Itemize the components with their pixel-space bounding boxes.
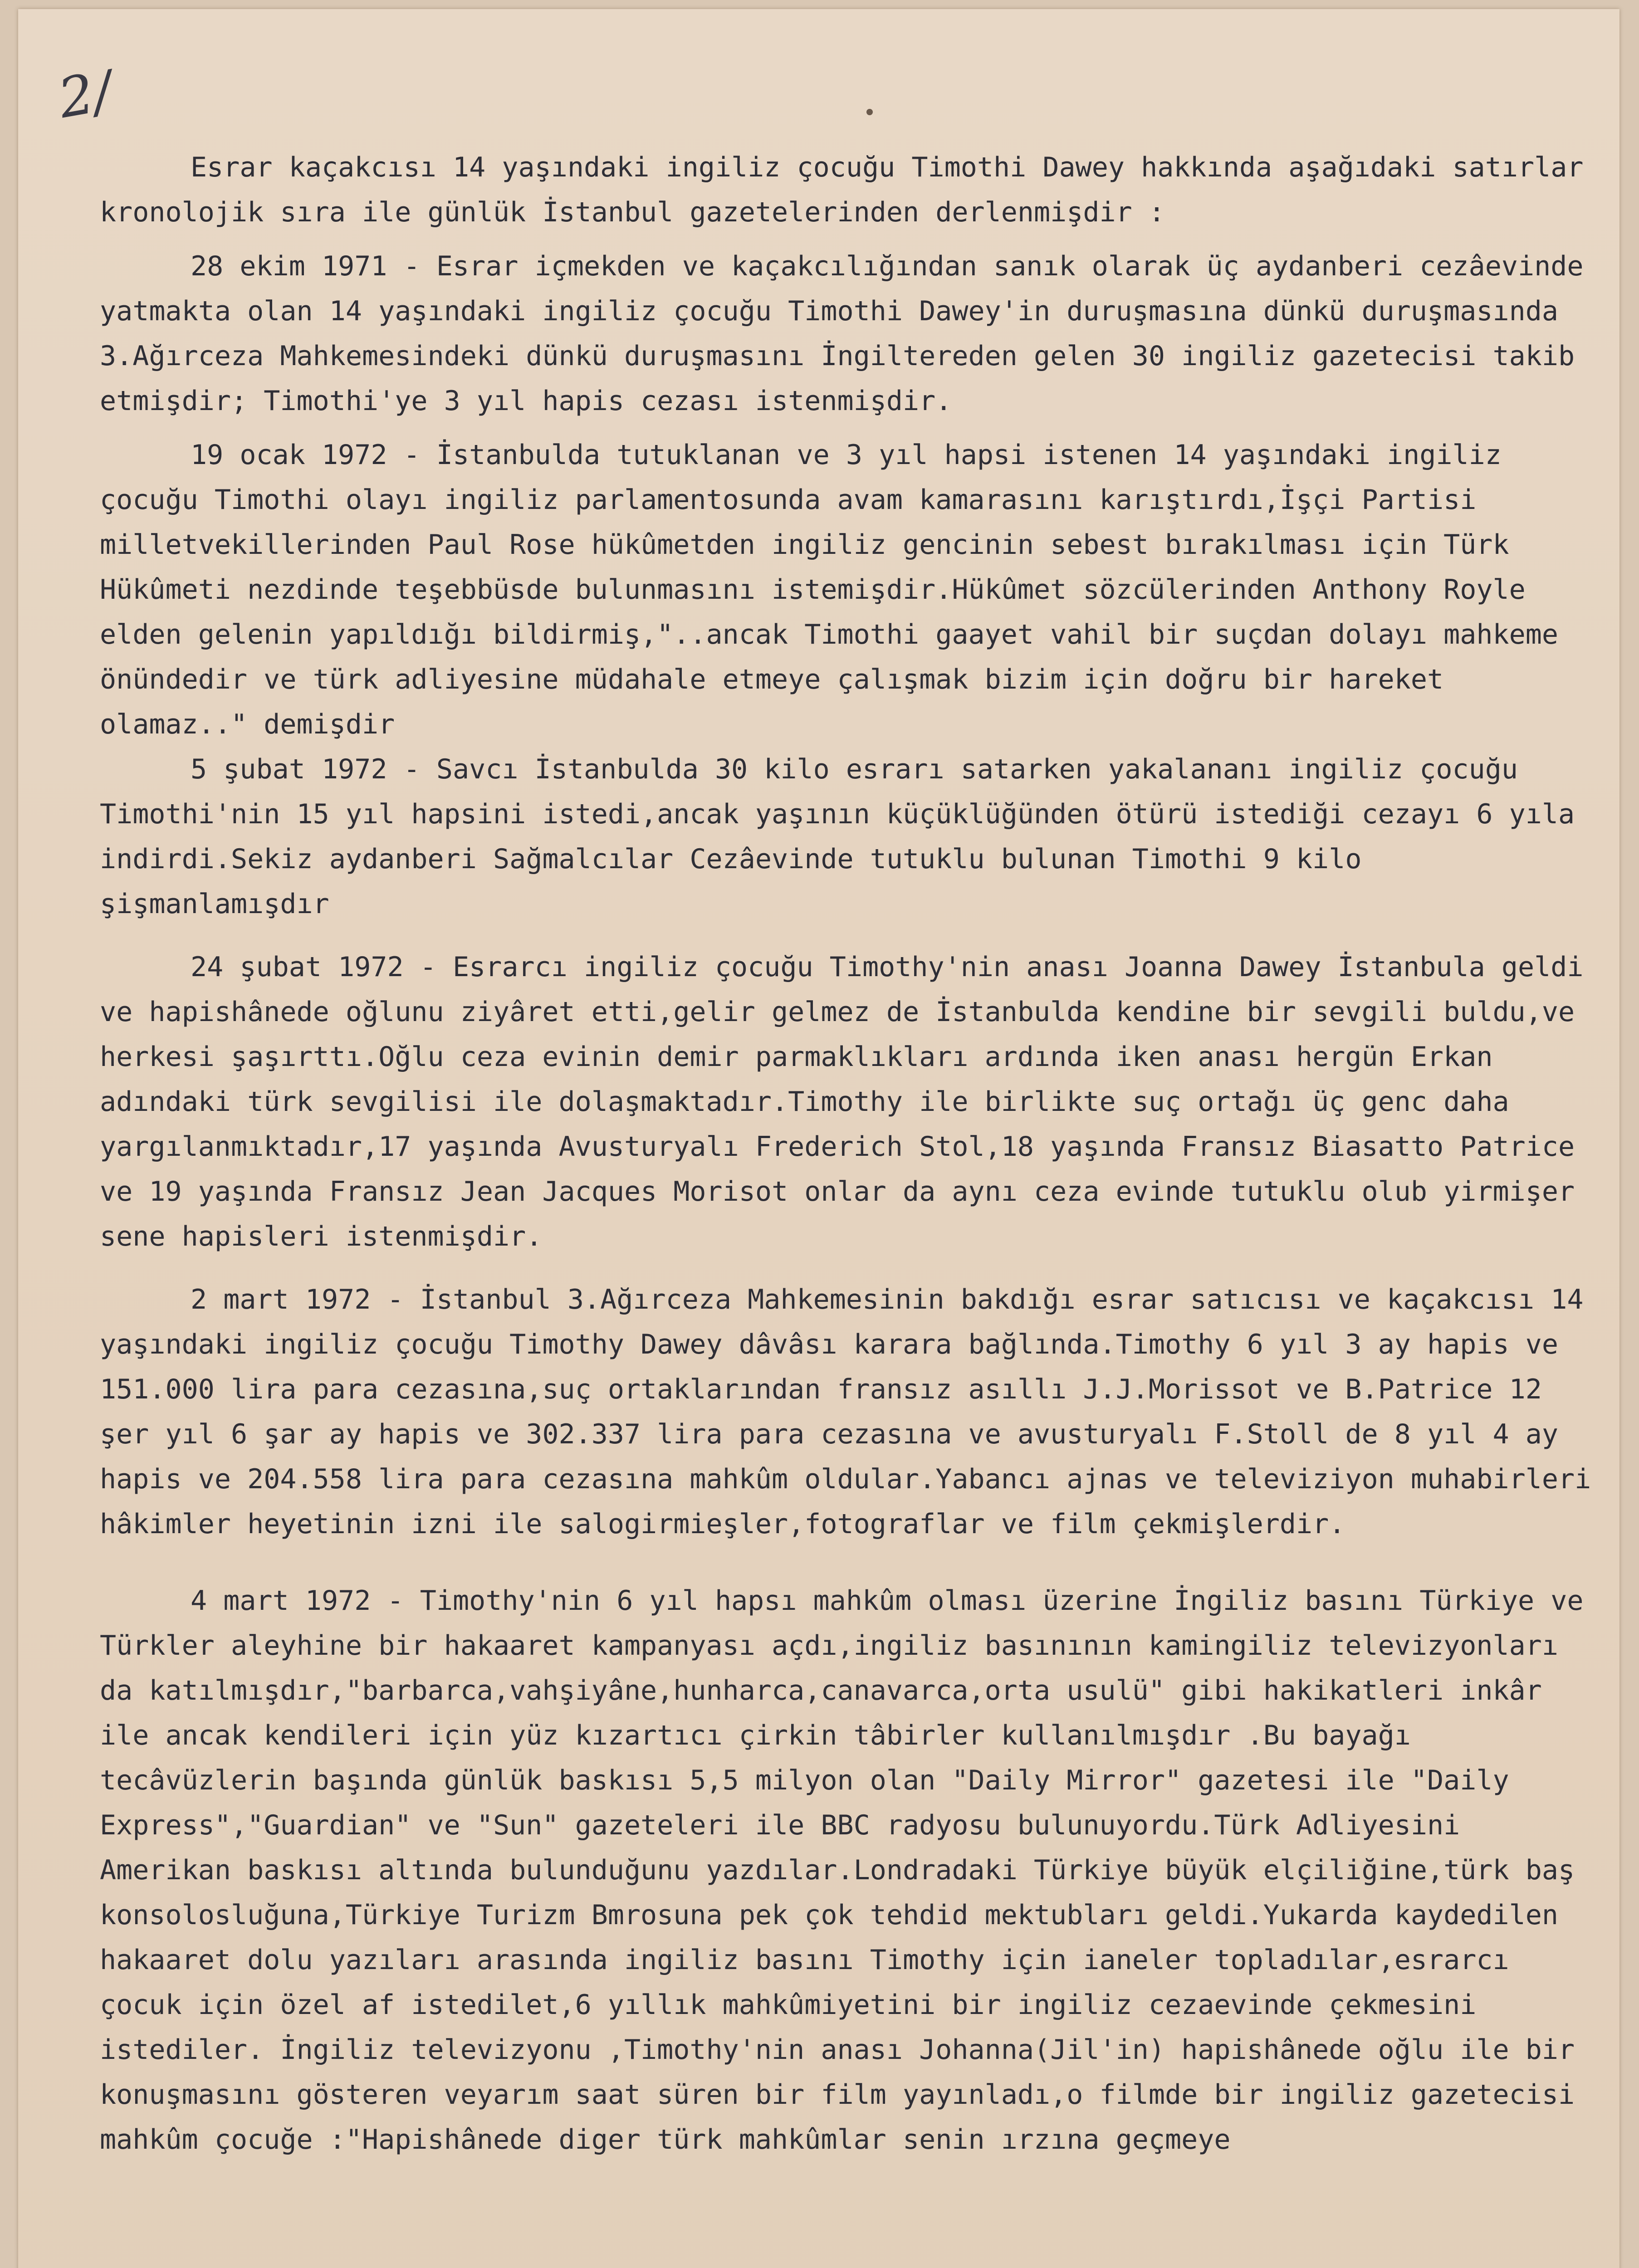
document-body xyxy=(100,145,1597,2162)
typewritten-page xyxy=(18,9,1619,2268)
entry-1972-02-05: 5 şubat 1972 - Savcı İstanbulda 30 kilo esrarı satarken yakalananı ingiliz çocuğu Timothi'nin 15 yıl hapsini istedi,ancak yaşının küçüklüğünden ötürü istediği cezayı 6 yıla indirdi.Sekiz aydanberi Sağmalcılar Cezâevinde tutuklu bulunan Timothi 9 kilo şişmanlamışdır xyxy=(100,753,1575,920)
page-number: 2/ xyxy=(54,59,117,131)
entry-1971-10-28: 28 ekim 1971 - Esrar içmekden ve kaçakcılığından sanık olarak üç aydanberi cezâevinde yatmakta olan 14 yaşındaki ingiliz çocuğu Timothi Dawey'in duruşmasına dünkü duruşmasında 3.Ağırceza Mahkemesindeki dünkü duruşmasını İngiltereden gelen 30 ingiliz gazetecisi takib etmişdir; Timothi'ye 3 yıl hapis cezası istenmişdir. xyxy=(100,250,1584,417)
ink-dot xyxy=(866,109,873,115)
intro-paragraph: Esrar kaçakcısı 14 yaşındaki ingiliz çocuğu Timothi Dawey hakkında aşağıdaki satırlar kronolojik sıra ile günlük İstanbul gazetelerinden derlenmişdir : xyxy=(100,152,1584,228)
entry-1972-03-04: 4 mart 1972 - Timothy'nin 6 yıl hapsı mahkûm olması üzerine İngiliz basını Türkiye ve Türkler aleyhine bir hakaaret kampanyası açdı,ingiliz basınının kamingiliz televizyonları da katılmışdır,"barbarca,vahşiyâne,hunharca,canavarca,orta usulü" gibi hakikatleri inkâr ile ancak kendileri için yüz kızartıcı çirkin tâbirler kullanılmışdır .Bu bayağı tecâvüzlerin başında günlük baskısı 5,5 milyon olan "Daily Mirror" gazetesi ile "Daily Express","Guardian" ve "Sun" gazeteleri ile BBC radyosu bulunuyordu.Türk Adliyesini Amerikan baskısı altında bulunduğunu yazdılar.Londradaki Türkiye büyük elçiliğine,türk baş konsolosluğuna,Türkiye Turizm Bmrosuna pek çok tehdid mektubları geldi.Yukarda kaydedilen hakaaret dolu yazıları arasında ingiliz basını Timothy için ianeler topladılar,esrarcı çocuk için özel af istedilet,6 yıllık mahkûmiyetini bir ingiliz cezaevinde çekmesini istediler. İngiliz televizyonu ,Timothy'nin anası Johanna(Jil'in) hapishânede oğlu ile bir konuşmasını gösteren veyarım saat süren bir film yayınladı,o filmde bir ingiliz gazetecisi mahkûm çocuğe :"Hapishânede diger türk mahkûmlar senin ırzına geçmeye xyxy=(100,1585,1584,2156)
entry-1972-02-24: 24 şubat 1972 - Esrarcı ingiliz çocuğu Timothy'nin anası Joanna Dawey İstanbula geldi ve hapishânede oğlunu ziyâret etti,gelir gelmez de İstanbulda kendine bir sevgili buldu,ve herkesi şaşırttı.Oğlu ceza evinin demir parmaklıkları ardında iken anası hergün Erkan adındaki türk sevgilisi ile dolaşmaktadır.Timothy ile birlikte suç ortağı üç genc daha yargılanmıktadır,17 yaşında Avusturyalı Frederich Stol,18 yaşında Fransız Biasatto Patrice ve 19 yaşında Fransız Jean Jacques Morisot onlar da aynı ceza evinde tutuklu olub yirmişer sene hapisleri istenmişdir. xyxy=(100,951,1584,1252)
entry-1972-03-02: 2 mart 1972 - İstanbul 3.Ağırceza Mahkemesinin bakdığı esrar satıcısı ve kaçakcısı 14 yaşındaki ingiliz çocuğu Timothy Dawey dâvâsı karara bağlında.Timothy 6 yıl 3 ay hapis ve 151.000 lira para cezasına,suç ortaklarından fransız asıllı J.J.Morissot ve B.Patrice 12 şer yıl 6 şar ay hapis ve 302.337 lira para cezasına ve avusturyalı F.Stoll de 8 yıl 4 ay hapis ve 204.558 lira para cezasına mahkûm oldular.Yabancı ajnas ve televiziyon muhabirleri hâkimler heyetinin izni ile salogirmieşler,fotograflar ve film çekmişlerdir. xyxy=(100,1284,1591,1540)
entry-1972-01-19: 19 ocak 1972 - İstanbulda tutuklanan ve 3 yıl hapsi istenen 14 yaşındaki ingiliz çocuğu Timothi olayı ingiliz parlamentosunda avam kamarasını karıştırdı,İşçi Partisi milletvekillerinden Paul Rose hükûmetden ingiliz gencinin sebest bırakılması için Türk Hükûmeti nezdinde teşebbüsde bulunmasını istemişdir.Hükûmet sözcülerinden Anthony Royle elden gelenin yapıldığı bildirmiş,"..ancak Timothi gaayet vahil bir suçdan dolayı mahkeme önündedir ve türk adliyesine müdahale etmeye çalışmak bizim için doğru bir hareket olamaz.." demişdir xyxy=(100,439,1558,740)
